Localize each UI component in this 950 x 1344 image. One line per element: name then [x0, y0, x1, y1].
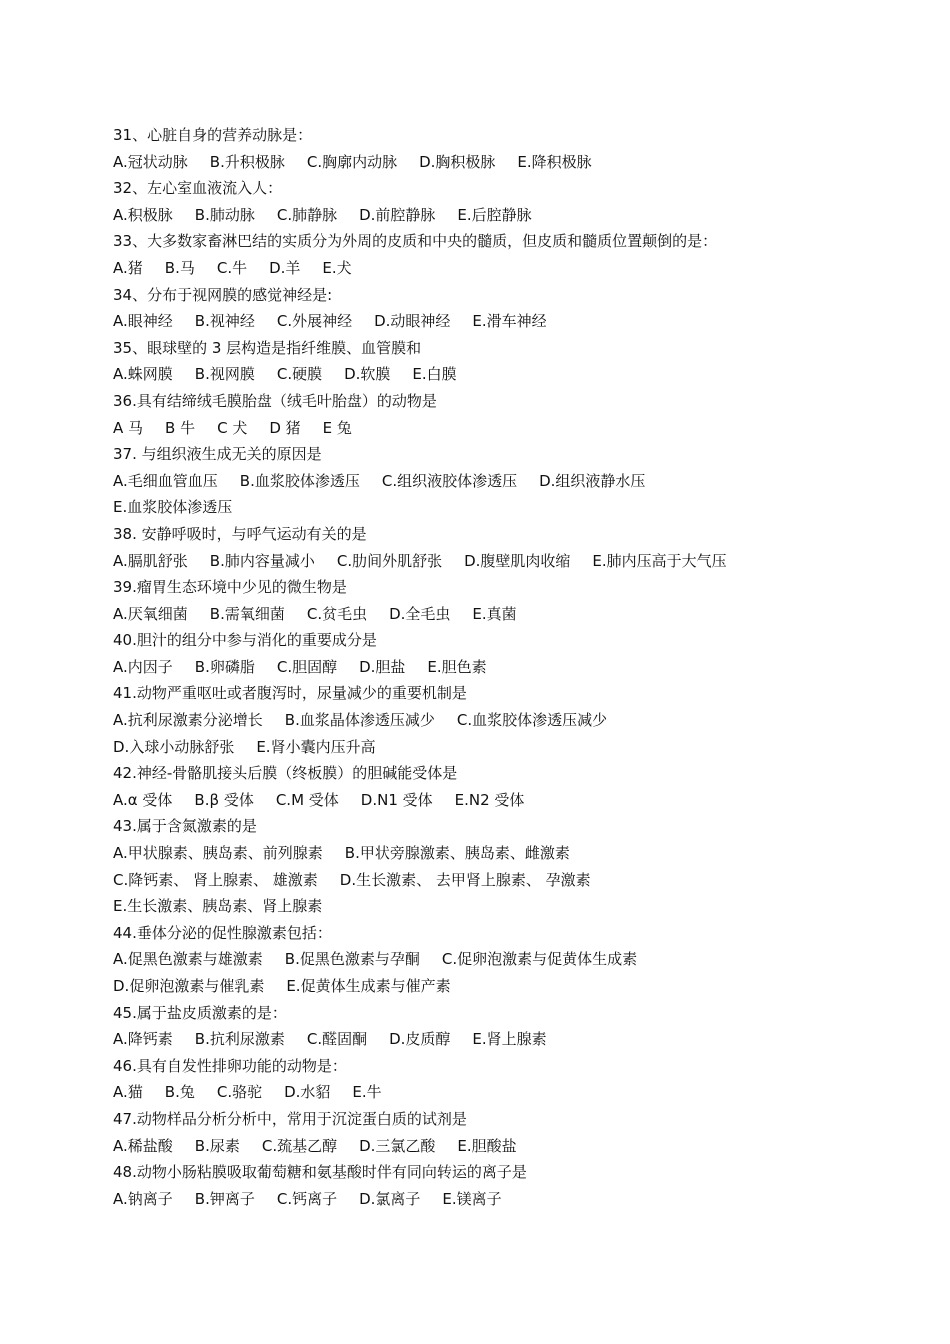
answer-option: B.视网膜 — [194, 365, 255, 384]
answer-option: E.肺内压高于大气压 — [592, 551, 727, 570]
question-stem: 33、大多数家畜淋巴结的实质分为外周的皮质和中央的髓质，但皮质和髓质位置颠倒的是： — [113, 232, 718, 251]
answer-option: A.眼神经 — [113, 312, 173, 331]
answer-option: E.肾上腺素 — [472, 1030, 547, 1049]
answer-option: D.氯离子 — [359, 1189, 421, 1208]
answer-option: B.钾离子 — [194, 1189, 255, 1208]
answer-option: E.N2 受体 — [454, 790, 525, 809]
option-row — [113, 494, 913, 521]
answer-option: D.N1 受体 — [360, 790, 433, 809]
answer-option: D.软膜 — [344, 365, 391, 384]
answer-option: B.马 — [164, 258, 195, 277]
answer-option: B.促黑色激素与孕酮 — [284, 950, 420, 969]
option-row — [113, 202, 913, 229]
answer-option: B.血浆胶体渗透压 — [239, 471, 360, 490]
option-row — [113, 1186, 913, 1213]
answer-option: A.猫 — [113, 1083, 143, 1102]
answer-option: D.促卵泡激素与催乳素 — [113, 977, 265, 995]
answer-option: B.兔 — [164, 1083, 195, 1102]
question-stem: 43.属于含氮激素的是 — [113, 817, 257, 836]
answer-option: D.全毛虫 — [389, 604, 451, 623]
question-stem: 44.垂体分泌的促性腺激素包括： — [113, 923, 332, 942]
answer-option: D.水貂 — [284, 1083, 331, 1102]
option-row — [113, 867, 913, 894]
question-stem: 42.神经-骨骼肌接头后膜（终板膜）的胆碱能受体是 — [113, 764, 458, 783]
option-row — [113, 787, 913, 814]
question-stem: 41.动物严重呕吐或者腹泻时，尿量减少的重要机制是 — [113, 684, 467, 703]
answer-option: A.促黑色激素与雄激素 — [113, 950, 263, 969]
answer-option: A 马 — [113, 418, 144, 437]
answer-option: E 兔 — [322, 418, 352, 437]
question-stem: 40.胆汁的组分中参与消化的重要成分是 — [113, 631, 377, 650]
answer-option: C.巯基乙醇 — [261, 1136, 338, 1155]
answer-option: A.膈肌舒张 — [113, 551, 188, 570]
question-list — [113, 122, 913, 1212]
answer-option: D.生长激素、 去甲肾上腺素、 孕激素 — [339, 870, 591, 889]
answer-option: C.肺静脉 — [276, 205, 338, 224]
answer-option: C 犬 — [217, 418, 248, 437]
answer-option: D.羊 — [269, 258, 301, 277]
answer-option: A.α 受体 — [113, 790, 173, 809]
answer-option: E.胆色素 — [427, 657, 487, 676]
answer-option: C.组织液胶体渗透压 — [381, 471, 518, 490]
answer-option: D.动眼神经 — [374, 312, 451, 331]
answer-option: A.冠状动脉 — [113, 152, 188, 171]
option-row — [113, 255, 913, 282]
answer-option: E.后腔静脉 — [457, 205, 532, 224]
answer-option: B.甲状旁腺激素、胰岛素、雌激素 — [344, 844, 570, 863]
answer-option: A.降钙素 — [113, 1030, 173, 1049]
answer-option: A.甲状腺素、胰岛素、前列腺素 — [113, 844, 323, 863]
answer-option: A.毛细血管血压 — [113, 471, 218, 490]
answer-option: D 猪 — [269, 418, 301, 437]
answer-option: E.白膜 — [412, 365, 457, 384]
option-row — [113, 415, 913, 442]
answer-option: B.血浆晶体渗透压减少 — [284, 711, 435, 730]
answer-option: C.降钙素、 肾上腺素、 雄激素 — [113, 870, 318, 889]
option-row — [113, 361, 913, 388]
question-stem: 46.具有自发性排卵功能的动物是： — [113, 1056, 347, 1075]
question-stem: 47.动物样品分析分析中，常用于沉淀蛋白质的试剂是 — [113, 1109, 467, 1128]
question-stem: 48.动物小肠粘膜吸取葡萄糖和氨基酸时伴有同向转运的离子是 — [113, 1163, 527, 1182]
option-row — [113, 654, 913, 681]
answer-option: B.视神经 — [194, 312, 255, 331]
answer-option: A.蛛网膜 — [113, 365, 173, 384]
answer-option: A.内因子 — [113, 657, 173, 676]
answer-option: E.生长激素、胰岛素、肾上腺素 — [113, 897, 323, 916]
answer-option: B 牛 — [165, 418, 196, 437]
answer-option: B.肺动脉 — [194, 205, 255, 224]
answer-option: D.胸积极脉 — [419, 152, 496, 171]
answer-option: B.肺内容量减小 — [209, 551, 315, 570]
answer-option: C.醛固酮 — [306, 1030, 368, 1049]
option-row — [113, 149, 913, 176]
answer-option: A.厌氧细菌 — [113, 604, 188, 623]
option-row — [113, 840, 913, 867]
answer-option: E.促黄体生成素与催产素 — [286, 977, 451, 995]
answer-option: C.肋间外肌舒张 — [336, 551, 443, 570]
answer-option: C.骆驼 — [216, 1083, 263, 1102]
answer-option: B.升积极脉 — [209, 152, 285, 171]
answer-option: C.M 受体 — [275, 790, 339, 809]
answer-option: C.血浆胶体渗透压减少 — [456, 711, 608, 730]
option-row — [113, 946, 913, 973]
question-stem: 35、眼球壁的 3 层构造是指纤维膜、血管膜和 — [113, 338, 422, 357]
answer-option: A.钠离子 — [113, 1189, 173, 1208]
answer-option: E.胆酸盐 — [457, 1136, 517, 1155]
answer-option: E.降积极脉 — [517, 152, 592, 171]
answer-option: E.犬 — [322, 258, 352, 277]
answer-option: A.积极脉 — [113, 205, 173, 224]
answer-option: C.牛 — [216, 258, 248, 277]
answer-option: A.稀盐酸 — [113, 1136, 173, 1155]
option-row — [113, 601, 913, 628]
option-row — [113, 734, 913, 761]
option-row — [113, 1026, 913, 1053]
option-row — [113, 548, 913, 575]
answer-option: D.三氯乙酸 — [359, 1136, 436, 1155]
answer-option: E.肾小囊内压升高 — [256, 737, 376, 756]
question-stem: 32、左心室血液流入人： — [113, 179, 283, 198]
answer-option: E.真菌 — [472, 604, 517, 623]
question-stem: 31、心脏自身的营养动脉是： — [113, 126, 313, 144]
option-row — [113, 893, 913, 920]
answer-option: C.促卵泡激素与促黄体生成素 — [441, 950, 638, 969]
answer-option: D.腹壁肌肉收缩 — [464, 551, 571, 570]
question-stem: 36.具有结缔绒毛膜胎盘（绒毛叶胎盘）的动物是 — [113, 391, 437, 410]
option-row — [113, 308, 913, 335]
question-stem: 39.瘤胃生态环境中少见的微生物是 — [113, 578, 347, 597]
answer-option: B.抗利尿激素 — [194, 1030, 285, 1049]
question-stem: 34、分布于视网膜的感觉神经是: — [113, 285, 333, 304]
answer-option: D.胆盐 — [359, 657, 406, 676]
answer-option: B.尿素 — [194, 1136, 240, 1155]
question-stem: 38. 安静呼吸时，与呼气运动有关的是 — [113, 524, 367, 543]
answer-option: A.抗利尿激素分泌增长 — [113, 711, 263, 730]
answer-option: C.胸廓内动脉 — [306, 152, 398, 171]
question-stem: 45.属于盐皮质激素的是： — [113, 1003, 287, 1022]
answer-option: D.入球小动脉舒张 — [113, 737, 235, 756]
answer-option: C.胆固醇 — [276, 657, 338, 676]
question-stem: 37. 与组织液生成无关的原因是 — [113, 445, 322, 464]
answer-option: B.需氧细菌 — [209, 604, 285, 623]
answer-option: D.组织液静水压 — [539, 471, 646, 490]
answer-option: C.钙离子 — [276, 1189, 338, 1208]
option-row — [113, 707, 913, 734]
option-row — [113, 1079, 913, 1106]
answer-option: C.外展神经 — [276, 312, 353, 331]
option-row — [113, 1133, 913, 1160]
answer-option: D.前腔静脉 — [359, 205, 436, 224]
answer-option: E.牛 — [352, 1083, 382, 1102]
answer-option: E.滑车神经 — [472, 312, 547, 331]
option-row — [113, 973, 913, 1000]
answer-option: B.卵磷脂 — [194, 657, 255, 676]
answer-option: B.β 受体 — [194, 790, 254, 809]
answer-option: E.镁离子 — [442, 1189, 502, 1208]
answer-option: A.猪 — [113, 258, 143, 277]
answer-option: E.血浆胶体渗透压 — [113, 498, 233, 517]
answer-option: C.硬膜 — [276, 365, 323, 384]
answer-option: D.皮质醇 — [389, 1030, 451, 1049]
answer-option: C.贫毛虫 — [306, 604, 368, 623]
option-row — [113, 468, 913, 495]
